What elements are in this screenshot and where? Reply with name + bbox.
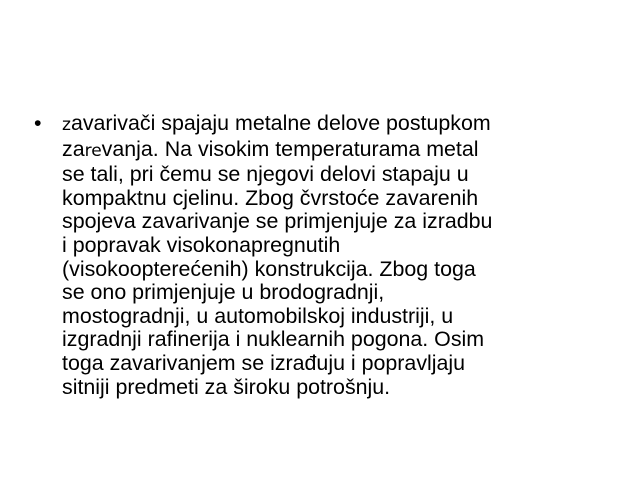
line-2-after: vanja. Na visokim temperaturama metal bbox=[101, 136, 479, 161]
line-2-before: za bbox=[62, 136, 85, 161]
first-letter: z bbox=[62, 115, 71, 135]
paragraph-line-1 bbox=[62, 112, 614, 138]
bullet-dot: • bbox=[34, 111, 42, 135]
paragraph-line-11: toga zavarivanjem se izrađuju i popravljaju bbox=[62, 350, 466, 375]
paragraph-line-3: se tali, pri čemu se njegovi delovi stapaju u bbox=[62, 162, 469, 187]
paragraph-line-12: sitniji predmeti za široku potrošnju. bbox=[62, 374, 391, 399]
paragraph-line-9: mostogradnji, u automobilskoj industriji, u bbox=[62, 303, 454, 328]
bullet-list bbox=[34, 112, 614, 399]
paragraph-line-10: izgradnji rafinerija i nuklearnih pogona. Osim bbox=[62, 327, 485, 352]
paragraph-line-8: se ono primjenjuje u brodogradnji, bbox=[62, 280, 385, 305]
paragraph-line-5: spojeva zavarivanje se primjenjuje za izradbu bbox=[62, 209, 493, 234]
line-1-rest: avarivači spajaju metalne delove postupkom bbox=[70, 111, 491, 135]
bullet-item bbox=[34, 112, 614, 399]
paragraph-line-4: kompaktnu cjelinu. Zbog čvrstoće zavarenih bbox=[62, 185, 479, 210]
line-2-small: re bbox=[84, 140, 102, 161]
paragraph-line-6: i popravak visokonapregnutih bbox=[62, 232, 341, 257]
paragraph-line-7: (visokoopterećenih) konstrukcija. Zbog toga bbox=[62, 256, 476, 281]
paragraph-line-2 bbox=[62, 138, 614, 164]
